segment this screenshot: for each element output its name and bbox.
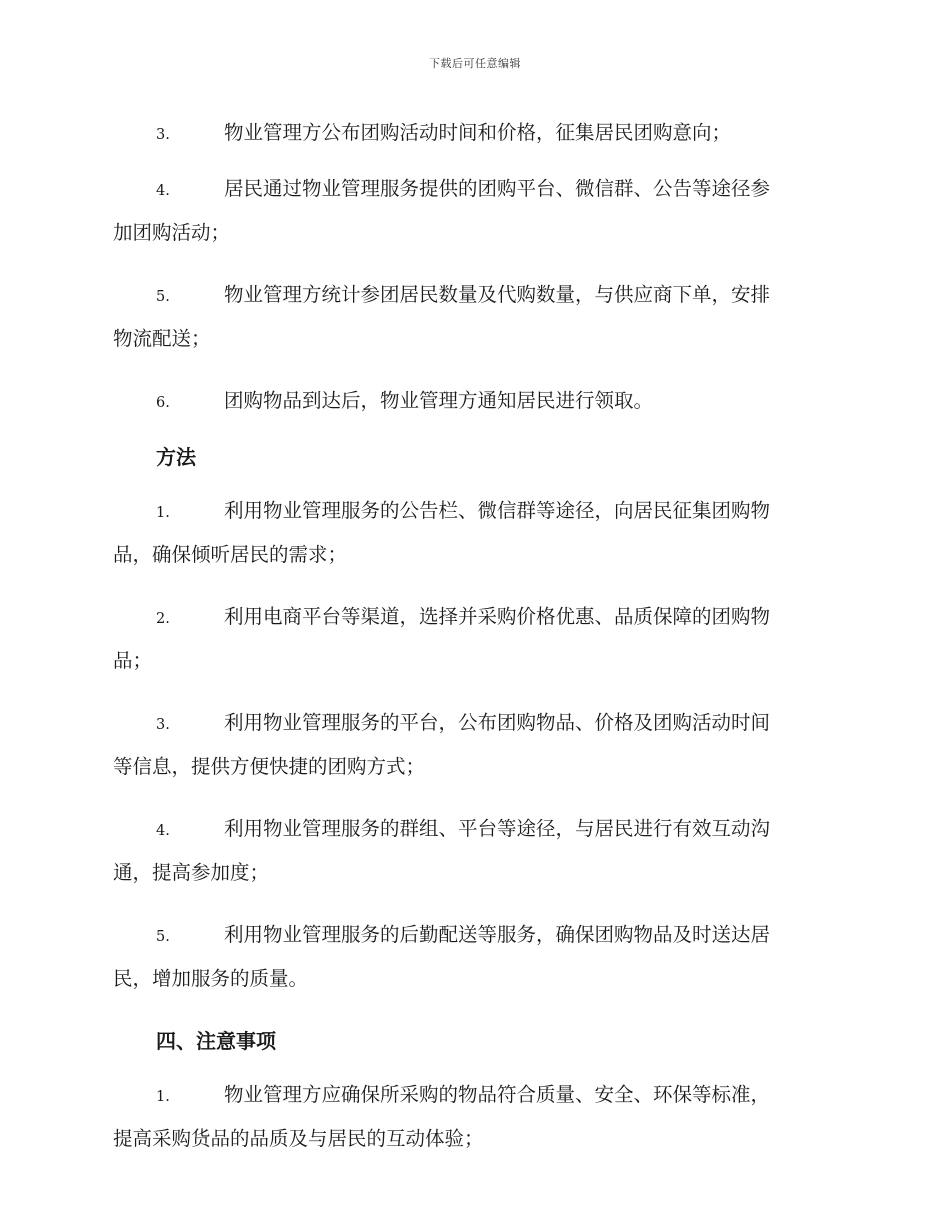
item-number: 1. xyxy=(156,505,170,521)
item-text-continued: 通，提高参加度； xyxy=(113,861,270,884)
methods-list xyxy=(113,490,833,1000)
item-text-continued: 物流配送； xyxy=(113,327,211,350)
item-text-continued: 民，增加服务的质量。 xyxy=(113,967,309,990)
item-number: 4. xyxy=(156,183,170,199)
list-item xyxy=(113,702,833,788)
item-number: 6. xyxy=(156,395,170,411)
item-text: 居民通过物业管理服务提供的团购平台、微信群、公告等途径参 xyxy=(224,177,771,200)
item-text: 物业管理方统计参团居民数量及代购数量，与供应商下单，安排 xyxy=(224,283,771,306)
item-text: 利用物业管理服务的公告栏、微信群等途径，向居民征集团购物 xyxy=(224,499,771,522)
list-item xyxy=(113,274,833,360)
list-item xyxy=(113,112,833,156)
item-number: 3. xyxy=(156,717,170,733)
item-text: 利用物业管理服务的平台，公布团购物品、价格及团购活动时间 xyxy=(224,711,771,734)
document-body xyxy=(113,112,833,1180)
item-text-continued: 品； xyxy=(113,649,153,672)
list-item xyxy=(113,380,833,424)
item-number: 2. xyxy=(156,611,170,627)
item-text: 利用电商平台等渠道，选择并采购价格优惠、品质保障的团购物 xyxy=(224,605,771,628)
list-item xyxy=(113,596,833,682)
item-text-continued: 品，确保倾听居民的需求； xyxy=(113,543,348,566)
item-text-continued: 加团购活动； xyxy=(113,221,231,244)
item-number: 4. xyxy=(156,823,170,839)
notes-list xyxy=(113,1074,833,1160)
process-list xyxy=(113,112,833,424)
list-item xyxy=(113,490,833,576)
item-number: 1. xyxy=(156,1089,170,1105)
item-text: 利用物业管理服务的群组、平台等途径，与居民进行有效互动沟 xyxy=(224,817,771,840)
section-heading-notes: 四、注意事项 xyxy=(156,1029,276,1053)
section-heading-methods: 方法 xyxy=(156,445,196,469)
list-item xyxy=(113,914,833,1000)
page-header: 下载后可任意编辑 xyxy=(429,57,521,70)
item-text: 利用物业管理服务的后勤配送等服务，确保团购物品及时送达居 xyxy=(224,923,771,946)
item-number: 5. xyxy=(156,929,170,945)
list-item xyxy=(113,168,833,254)
list-item xyxy=(113,1074,833,1160)
item-number: 5. xyxy=(156,289,170,305)
item-text-continued: 提高采购货品的品质及与居民的互动体验； xyxy=(113,1127,484,1150)
list-item xyxy=(113,808,833,894)
item-text-continued: 等信息，提供方便快捷的团购方式； xyxy=(113,755,426,778)
item-text: 团购物品到达后，物业管理方通知居民进行领取。 xyxy=(224,389,654,412)
item-text: 物业管理方公布团购活动时间和价格，征集居民团购意向； xyxy=(224,121,732,144)
item-text: 物业管理方应确保所采购的物品符合质量、安全、环保等标准， xyxy=(224,1083,771,1106)
item-number: 3. xyxy=(156,127,170,143)
